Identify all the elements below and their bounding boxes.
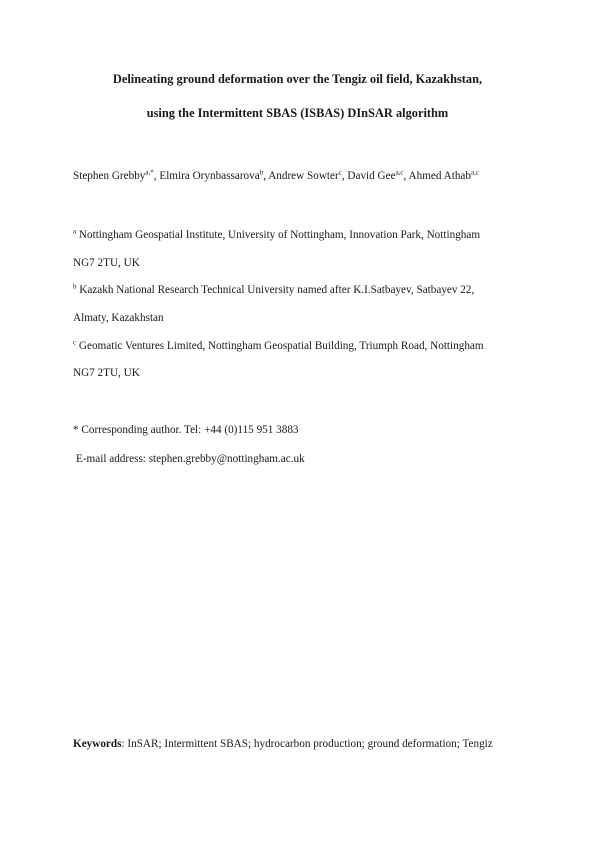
paper-title-line-2: using the Intermittent SBAS (ISBAS) DInSAR algorithm bbox=[146, 106, 449, 120]
keywords-line bbox=[73, 738, 493, 750]
keywords-label: Keywords bbox=[73, 738, 122, 750]
affiliation-text: Nottingham Geospatial Institute, University of Nottingham, Innovation Park, Nottingham bbox=[78, 229, 481, 241]
affiliation-text: Kazakh National Research Technical University named after K.I.Satbayev, Satbayev 22, bbox=[79, 284, 475, 296]
affiliation-a-line-2: NG7 2TU, UK bbox=[73, 257, 140, 269]
author-name: Andrew Sowter bbox=[268, 170, 339, 182]
author-affiliation-mark: c bbox=[338, 168, 342, 177]
affiliation-c-line-1 bbox=[73, 340, 484, 352]
affiliation-mark: b bbox=[73, 282, 77, 291]
keywords-text: : InSAR; Intermittent SBAS; hydrocarbon production; ground deformation; Tengiz bbox=[121, 738, 493, 750]
author-name: Elmira Orynbassarova bbox=[159, 170, 260, 182]
author-name: Stephen Grebby bbox=[73, 170, 146, 182]
author-affiliation-mark: a,* bbox=[145, 168, 154, 177]
corresponding-author: * Corresponding author. Tel: +44 (0)115 951 3883 bbox=[73, 424, 299, 436]
affiliation-b-line-1 bbox=[73, 284, 474, 296]
affiliation-b-line-2: Almaty, Kazakhstan bbox=[73, 312, 164, 324]
author-affiliation-mark: a,c bbox=[395, 168, 404, 177]
author-affiliation-mark: b bbox=[259, 168, 264, 177]
author-name: David Gee bbox=[347, 170, 396, 182]
affiliation-mark: c bbox=[73, 338, 77, 347]
affiliation-mark: a bbox=[73, 227, 77, 236]
paper-title-line-1: Delineating ground deformation over the Tengiz oil field, Kazakhstan, bbox=[112, 72, 483, 86]
author-list: Stephen Grebby$^{a,*}$, Elmira Orynbassarova$^b$, Andrew Sowter$^c$, David Gee$^{a,c}$, Ahmed Athab$^{a,c}$ bbox=[73, 168, 479, 182]
affiliation-text: Geomatic Ventures Limited, Nottingham Geospatial Building, Triumph Road, Nottingham bbox=[78, 340, 484, 352]
author-affiliation-mark: a,c bbox=[471, 168, 479, 177]
email-address: E-mail address: stephen.grebby@nottingham.ac.uk bbox=[76, 453, 305, 465]
author-name: Ahmed Athab bbox=[408, 170, 471, 182]
affiliation-a-line-1 bbox=[73, 229, 480, 241]
affiliation-c-line-2: NG7 2TU, UK bbox=[73, 367, 140, 379]
